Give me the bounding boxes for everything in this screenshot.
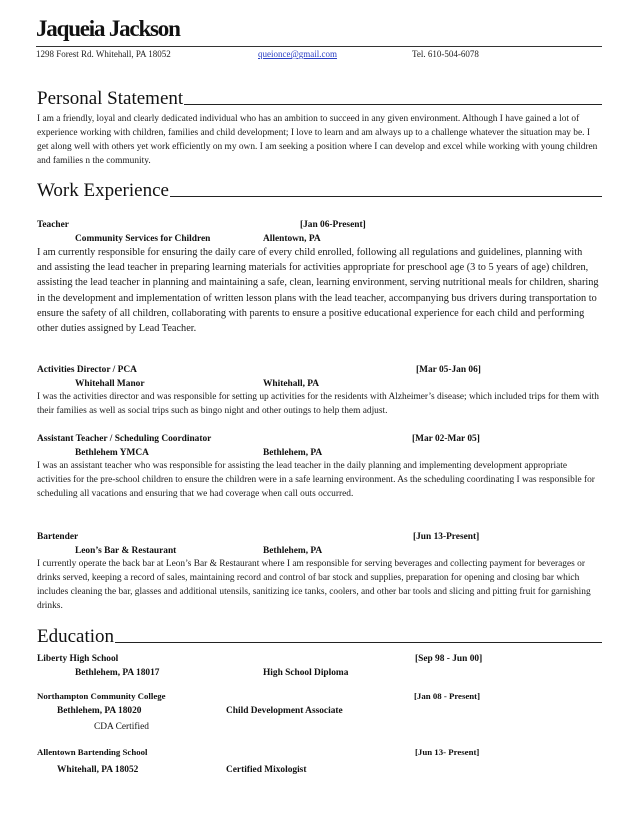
job-description: I currently operate the back bar at Leon’s Bar & Restaurant where I am responsible for serving beverages and collecting payment for beverages or drinks served, keeping a record of sales, maintaining record and control of bar stock and supplies, preparation for opening and closing bar which includes cleaning the bar, glasses and additional utensils, sanitizing ice tanks, coolers, and other bar tools and slicing and pitting fruit for garnishing drinks. <box>37 559 591 611</box>
school-name: Northampton Community College <box>37 691 166 701</box>
personal-statement-heading: Personal Statement <box>37 88 184 109</box>
phone-number: Tel. 610-504-6078 <box>412 49 479 59</box>
personal-statement-rule <box>184 104 602 105</box>
work-experience-heading: Work Experience <box>37 180 169 201</box>
school-location: Bethlehem, PA 18020 <box>57 706 142 716</box>
education-rule <box>115 642 602 643</box>
header-divider <box>36 46 602 47</box>
job-dates: [Mar 02-Mar 05] <box>412 434 480 444</box>
school-dates: [Jan 08 - Present] <box>414 691 481 701</box>
applicant-name: Jaqueia Jackson <box>36 16 180 41</box>
job-employer: Community Services for Children <box>75 234 211 244</box>
address: 1298 Forest Rd. Whitehall, PA 18052 <box>36 49 171 59</box>
job-dates: [Mar 05-Jan 06] <box>416 365 481 375</box>
school-credential: Certified Mixologist <box>226 765 307 775</box>
job-description: I am currently responsible for ensuring the daily care of every child enrolled, following all regulations and guidelines, planning with and assisting the lead teacher in preparing learning materials for activities appropriate for preschool age (3 to 5 years of age) children, assisting the lead teacher in planning and maintaining a safe, clean, learning environment, serving nutritional meals for children, sharing in the development and implementation of written lesson plans with the lead teacher, accompanying bus drivers during transportation to ensure the safety of all children, collaborating with parents to ensure a positive educational experience for each child and performing other duties assigned by Lead Teacher. <box>37 247 599 335</box>
job-description: I was the activities director and was responsible for setting up activities for the residents with Alzheimer’s disease; which included trips for them with their families as well as social trips such as bingo night and other outings to help them adjust. <box>37 392 599 416</box>
email-link[interactable]: queionce@gmail.com <box>258 49 338 59</box>
school-name: Allentown Bartending School <box>37 747 148 757</box>
job-title: Teacher <box>37 220 69 230</box>
job-description: I was an assistant teacher who was responsible for assisting the lead teacher in the daily planning and implementing development appropriate activities for the pre-school children to ensure the children were in a safe learning environment. As the scheduling coordinating I was responsible for scheduling all vacations and ensuring that we had coverage when call outs occurred. <box>37 461 595 499</box>
job-title: Assistant Teacher / Scheduling Coordinator <box>37 434 212 444</box>
work-experience-rule <box>170 196 602 197</box>
personal-statement-text: I am a friendly, loyal and clearly dedicated individual who has an ambition to succeed in any given environment. Although I have gained a lot of experience working with children, families and child development; I love to learn and am always up to a challenge whatever the situation may be. I get along well with others yet work efficiently on my own. I am seeking a position where I can develop and excel while working with young children and families n the community. <box>37 114 598 166</box>
job-location: Bethlehem, PA <box>263 546 323 556</box>
job-dates: [Jan 06-Present] <box>300 220 366 230</box>
job-location: Allentown, PA <box>263 234 321 244</box>
school-location: Bethlehem, PA 18017 <box>75 668 160 678</box>
school-name: Liberty High School <box>37 654 119 664</box>
certification: CDA Certified <box>94 722 149 732</box>
job-location: Bethlehem, PA <box>263 448 323 458</box>
school-credential: High School Diploma <box>263 668 349 678</box>
school-dates: [Jun 13- Present] <box>415 747 480 757</box>
job-dates: [Jun 13-Present] <box>413 532 480 542</box>
job-employer: Bethlehem YMCA <box>75 448 149 458</box>
school-credential: Child Development Associate <box>226 706 343 716</box>
job-title: Bartender <box>37 532 79 542</box>
job-title: Activities Director / PCA <box>37 365 137 375</box>
education-heading: Education <box>37 626 115 647</box>
job-employer: Whitehall Manor <box>75 379 145 389</box>
job-location: Whitehall, PA <box>263 379 320 389</box>
job-employer: Leon’s Bar & Restaurant <box>75 546 177 556</box>
school-dates: [Sep 98 - Jun 00] <box>415 654 483 664</box>
school-location: Whitehall, PA 18052 <box>57 765 139 775</box>
